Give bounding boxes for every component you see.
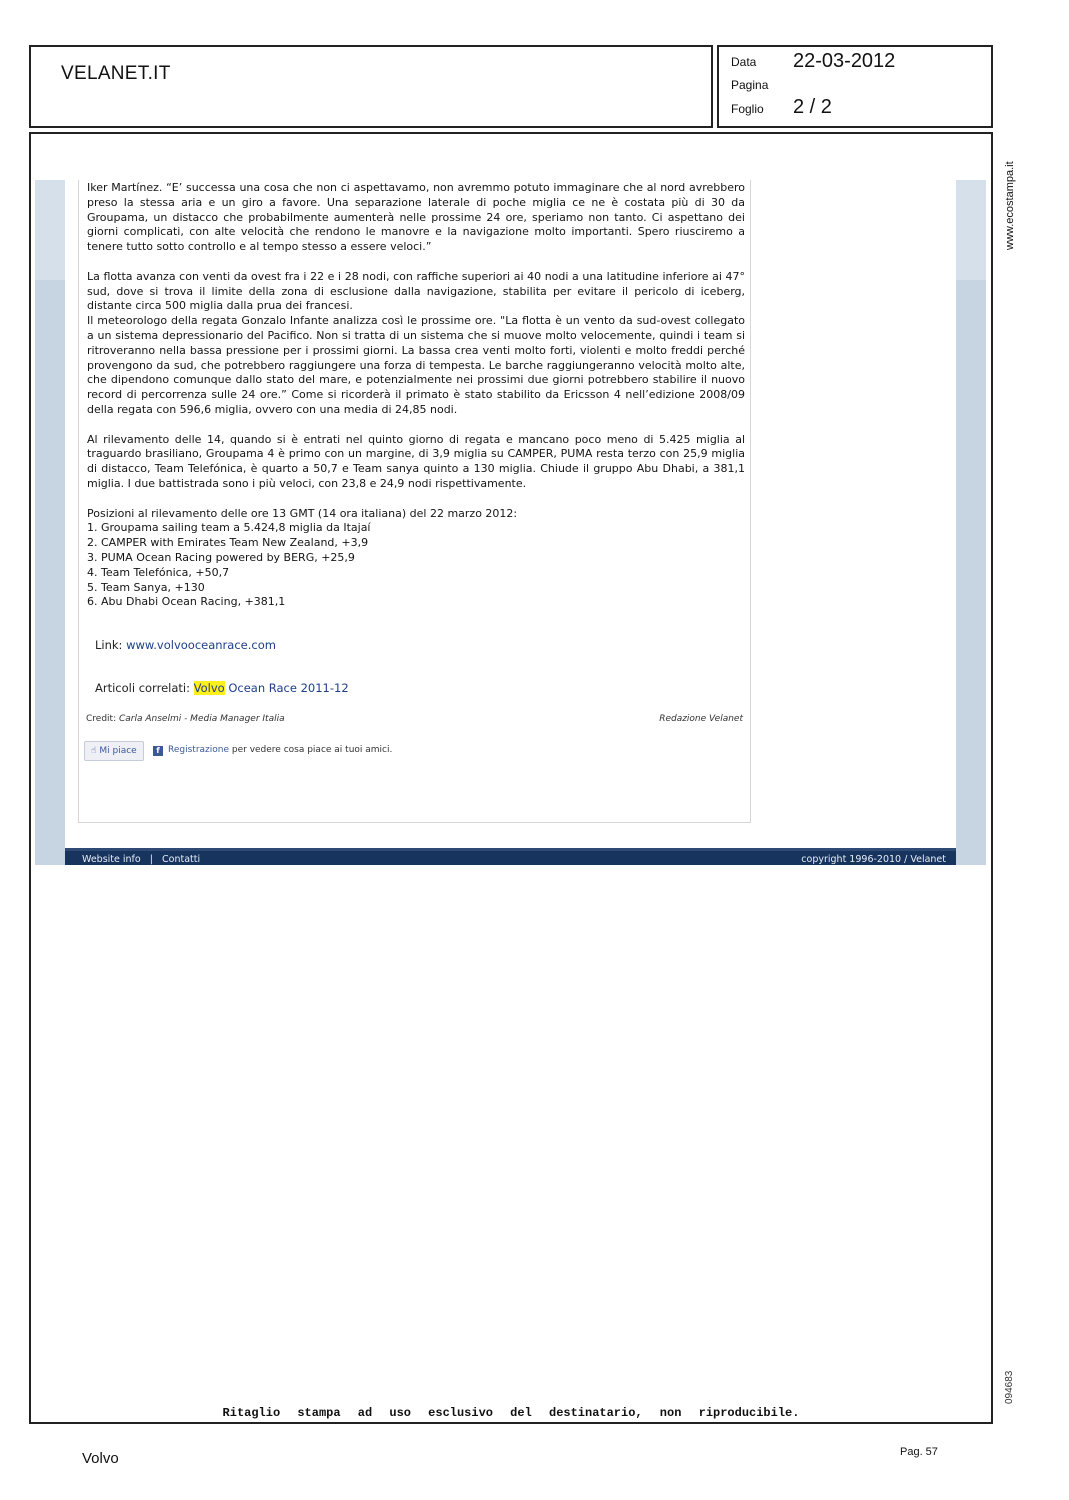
page-bg-right: [956, 180, 986, 865]
data-label: Data: [731, 55, 757, 69]
standings-item: 2. CAMPER with Emirates Team New Zealand, +3,9: [87, 536, 369, 550]
page-number: Pag. 57: [900, 1446, 938, 1458]
publication-header: [29, 45, 713, 128]
standings-item: 4. Team Telefónica, +50,7: [87, 565, 230, 579]
related-rest: Ocean Race 2011-12: [224, 681, 349, 695]
pagina-label: Pagina: [731, 78, 769, 92]
redazione: Redazione Velanet: [659, 714, 743, 724]
data-value: 22-03-2012: [793, 50, 896, 72]
related-highlight: Volvo: [193, 681, 225, 695]
keyword-label: Volvo: [82, 1450, 119, 1467]
external-link[interactable]: www.volvooceanrace.com: [126, 638, 276, 652]
link-label: Link:: [95, 638, 123, 652]
website-info-link[interactable]: Website info: [82, 854, 141, 865]
standings-item: 1. Groupama sailing team a 5.424,8 miglia da Itajaí: [87, 521, 371, 535]
like-button-label: Mi piace: [99, 746, 137, 756]
standings-item: 6. Abu Dhabi Ocean Racing, +381,1: [87, 595, 286, 609]
contatti-link[interactable]: Contatti: [162, 854, 201, 865]
article-box: [78, 180, 751, 823]
related-label: Articoli correlati:: [95, 681, 190, 695]
site-footer: [65, 848, 956, 865]
facebook-prompt-text: per vedere cosa piace ai tuoi amici.: [229, 745, 393, 755]
credit: [86, 714, 285, 724]
page-bg-right-top: [956, 180, 986, 280]
usage-notice: Ritaglio stampa ad uso esclusivo del destinatario, non riproducibile.: [222, 1406, 800, 1420]
standings-item: 5. Team Sanya, +130: [87, 580, 205, 594]
article-paragraph: La flotta avanza con venti da ovest fra i 22 e i 28 nodi, con raffiche superiori ai 40 nodi a una latitudine inferiore ai 47° sud, dove si trova il limite della zona di esclusione dalla navigazione, stabilita per evitare il pericolo di iceberg, distante circa 500 miglia dalla prua dei francesi.: [87, 269, 745, 313]
article-text: [87, 181, 745, 610]
article-paragraph: Il meteorologo della regata Gonzalo Infante analizza così le prossime ore. "La flotta è un vento da sud-ovest collegato a un sistema depressionario del Pacifico. Non si tratta di un sistema che si muove molto velocemente, quindi i team si ritroveranno nella bassa pressione per i prossimi giorni. La bassa crea venti molto forti, violenti e molto freddi perché provengono da sud, che potrebbero raggiungere una forza di tempesta. Le barche raggiungeranno velocità molto alte, che dipendono comunque dallo stato del mare, e potenzialmente nei prossimi due giorni potrebbero stabilire il nuovo record di percorrenza sulle 24 ore.” Come si ricorderà il primato è stato stabilito da Ericsson 4 nell’edizione 2008/09 della regata con 596,6 miglia, ovvero con una media di 24,85 nodi.: [87, 314, 745, 416]
link-row: [95, 638, 276, 652]
facebook-icon: f: [153, 746, 163, 756]
related-row: [95, 681, 349, 695]
article-paragraph: Al rilevamento delle 14, quando si è entrati nel quinto giorno di regata e mancano poco meno di 5.425 miglia al traguardo brasiliano, Groupama 4 è primo con un margine, di 3,9 miglia su CAMPER, PUMA resta terzo con 25,9 miglia di distacco, Team Telefónica, è quarto a 50,7 e Team sanya quinto a 130 miglia. Chiude il gruppo Abu Dhabi, a 381,1 miglia. I due battistrada sono i più veloci, con 23,8 e 24,9 nodi rispettivamente.: [87, 432, 745, 490]
site-footer-links: [82, 854, 200, 865]
footer-separator: |: [149, 854, 153, 865]
foglio-label: Foglio: [731, 102, 764, 116]
page-content-area: [65, 180, 956, 848]
side-url: www.ecostampa.it: [1004, 161, 1016, 250]
standings-title: Posizioni al rilevamento delle ore 13 GMT (14 ora italiana) del 22 marzo 2012:: [87, 506, 518, 520]
standings-item: 3. PUMA Ocean Racing powered by BERG, +25,9: [87, 550, 355, 564]
publication-name: VELANET.IT: [61, 63, 171, 84]
thumbs-up-icon: ☝: [91, 746, 97, 756]
related-article-link[interactable]: [194, 681, 349, 695]
foglio-value: 2 / 2: [793, 96, 832, 118]
credit-value: Carla Anselmi - Media Manager Italia: [118, 714, 285, 724]
page-bg-left: [35, 180, 65, 865]
copyright: copyright 1996-2010 / Velanet: [801, 854, 946, 865]
article-paragraph: Iker Martínez. “E’ successa una cosa che non ci aspettavamo, non avremmo potuto immaginare che al nord avrebbero preso la stessa aria e un giro a favore. Una separazione laterale di poche miglia ce ne è costata più di 30 da Groupama, un distacco che probabilmente aumenterà nelle prossime 24 ore, speriamo non tanto. Ci aspettano dei giorni complicati, con alte velocità che rendono le manovre e la navigazione molto importanti. Spero riusciremo a tenere tutto sotto controllo e al tempo stesso a essere veloci.”: [87, 181, 745, 254]
side-code: 094683: [1004, 1370, 1015, 1404]
like-button[interactable]: [84, 741, 144, 761]
webpage-screenshot: [35, 180, 986, 865]
meta-box: [717, 45, 993, 128]
page-bg-left-top: [35, 180, 65, 280]
credit-label: Credit:: [86, 714, 117, 724]
registration-link[interactable]: Registrazione: [168, 745, 230, 755]
facebook-prompt: [153, 745, 392, 756]
